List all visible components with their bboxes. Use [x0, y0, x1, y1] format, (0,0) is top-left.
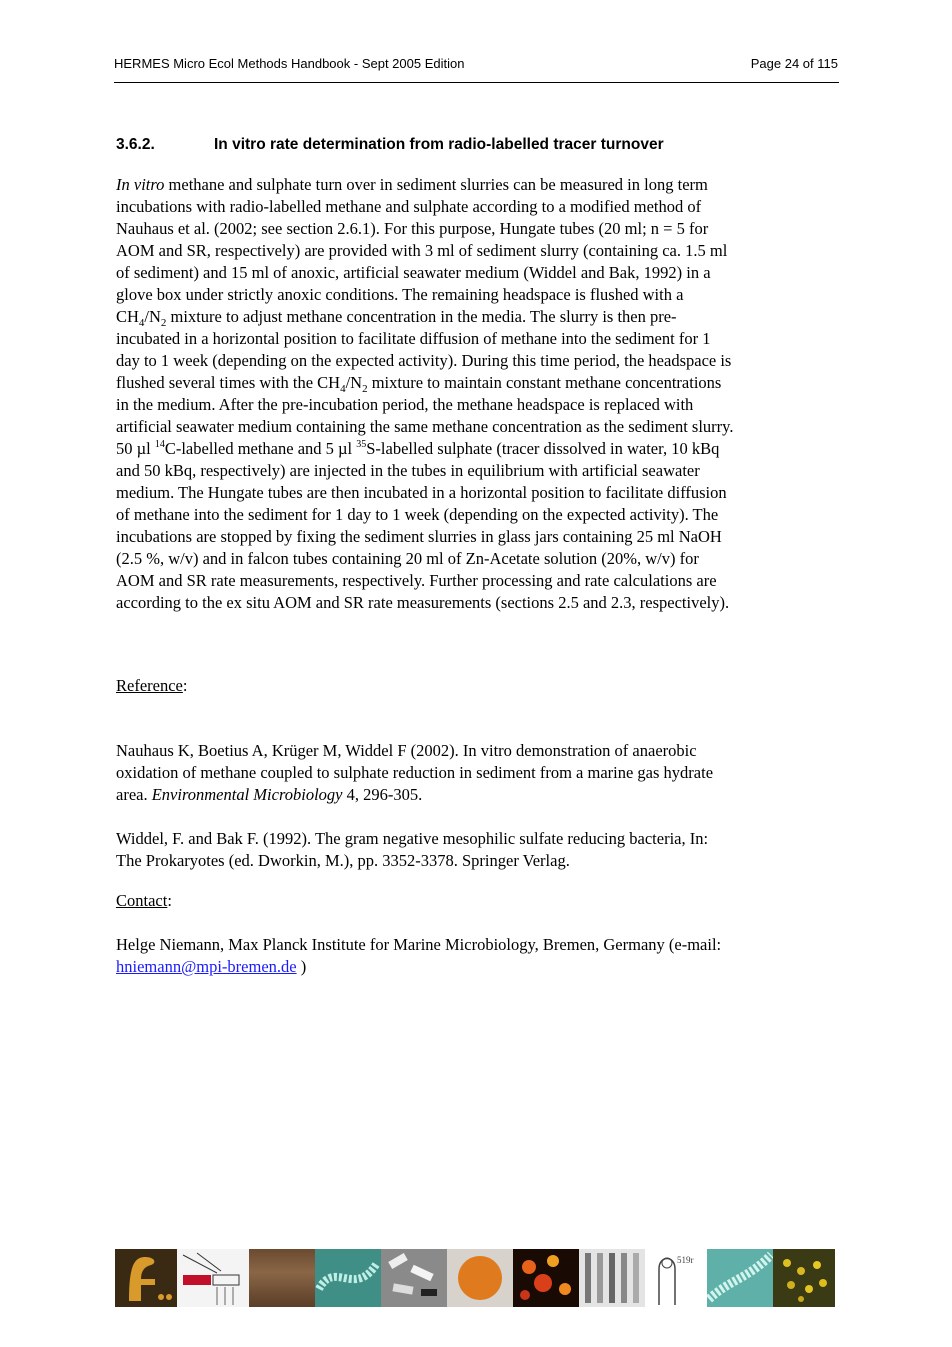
body-line: of methane into the sediment for 1 day to 1 week (depending on the expected activity). The	[116, 505, 719, 524]
gel-band-diagram-icon	[177, 1249, 249, 1307]
section-number: 3.6.2.	[116, 136, 155, 153]
contact-line: Helge Niemann, Max Planck Institute for Marine Microbiology, Bremen, Germany (e-mail:	[116, 935, 722, 954]
body-text: 50 µl	[116, 439, 155, 458]
body-line: and 50 kBq, respectively) are injected in the tubes in equilibrium with artificial seawater	[116, 461, 700, 480]
orange-sphere-micrograph-icon	[447, 1249, 513, 1307]
reference-text: area.	[116, 785, 152, 804]
body-line: medium. The Hungate tubes are then incubated in a horizontal position to facilitate diffusion	[116, 483, 727, 502]
body-line: glove box under strictly anoxic conditions. The remaining headspace is flushed with a	[116, 285, 684, 304]
body-text: /N	[144, 307, 161, 326]
section-heading	[116, 136, 664, 154]
body-line: AOM and SR rate measurements, respectively. Further processing and rate calculations are	[116, 571, 717, 590]
header-rule	[114, 82, 839, 83]
footer-image-strip	[115, 1249, 835, 1307]
journal-name: Environmental Microbiology	[151, 785, 343, 804]
rrna-structure-icon	[645, 1249, 707, 1307]
subscript: 2	[160, 317, 167, 329]
grayscale-cells-micrograph-icon	[381, 1249, 447, 1307]
reference-line: Widdel, F. and Bak F. (1992). The gram negative mesophilic sulfate reducing bacteria, In:	[116, 829, 709, 848]
rrna-label: 519r	[677, 1255, 694, 1265]
yellow-dots-micrograph-icon	[773, 1249, 835, 1307]
body-line: in the medium. After the pre-incubation period, the methane headspace is replaced with	[116, 395, 694, 414]
amber-organism-graphic	[115, 1249, 177, 1307]
body-text: S-labelled sulphate (tracer dissolved in water, 10 kBq	[366, 439, 720, 458]
superscript: 35	[356, 439, 367, 450]
reference-text: 4, 296-305.	[342, 785, 423, 804]
dots-graphic	[773, 1249, 835, 1307]
sphere-graphic	[447, 1249, 513, 1307]
reference-line: Nauhaus K, Boetius A, Krüger M, Widdel F (2002). In vitro demonstration of anaerobic	[116, 741, 697, 760]
body-text: mixture to adjust methane concentration in the media. The slurry is then pre-	[166, 307, 677, 326]
body-text: /N	[345, 373, 363, 392]
body-line: artificial seawater medium containing the same methane concentration as the sediment slurry.	[116, 417, 734, 436]
gel-band-graphic	[177, 1249, 249, 1307]
reference-colon: :	[182, 676, 188, 695]
contact-info	[116, 934, 846, 978]
green-filament-micrograph-icon-2	[707, 1249, 773, 1307]
body-line: AOM and SR, respectively) are provided with 3 ml of sediment slurry (containing ca. 1.5 ml	[116, 241, 728, 260]
filament-graphic-2	[707, 1249, 773, 1307]
subscript: 4	[138, 317, 145, 329]
reference-heading	[116, 676, 187, 696]
sediment-core-photo-icon	[249, 1249, 315, 1307]
body-line: incubated in a horizontal position to facilitate diffusion of methane into the sediment for 1	[116, 329, 711, 348]
fluorescent-aggregate-micrograph-icon	[513, 1249, 579, 1307]
body-line: (2.5 %, w/v) and in falcon tubes containing 20 ml of Zn-Acetate solution (20%, w/v) for	[116, 549, 699, 568]
body-line: incubations are stopped by fixing the sediment slurries in glass jars containing 25 ml NaOH	[116, 527, 722, 546]
reference-line: oxidation of methane coupled to sulphate reduction in sediment from a marine gas hydrate	[116, 763, 714, 782]
contact-label: Contact	[116, 891, 168, 910]
body-line: Nauhaus et al. (2002; see section 2.6.1). For this purpose, Hungate tubes (20 ml; n = 5 for	[116, 219, 709, 238]
body-paragraph	[116, 174, 846, 614]
green-filament-micrograph-icon	[315, 1249, 381, 1307]
body-text: flushed several times with the CH	[116, 373, 341, 392]
reference-line: The Prokaryotes (ed. Dworkin, M.), pp. 3352-3378. Springer Verlag.	[116, 851, 570, 870]
subscript: 4	[340, 383, 346, 395]
cells-graphic	[381, 1249, 447, 1307]
body-italic: In vitro	[116, 175, 165, 194]
header-title: HERMES Micro Ecol Methods Handbook - Sept 2005 Edition	[114, 56, 465, 71]
body-text: C-labelled methane and 5 µl	[164, 439, 357, 458]
rrna-graphic	[645, 1249, 707, 1307]
body-text: mixture to maintain constant methane concentrations	[367, 373, 722, 392]
contact-line	[116, 956, 846, 978]
aggregate-graphic	[513, 1249, 579, 1307]
body-line	[116, 306, 846, 328]
body-line: according to the ex situ AOM and SR rate measurements (sections 2.5 and 2.3, respectively).	[116, 593, 730, 612]
contact-text: )	[296, 957, 307, 976]
body-line	[116, 174, 846, 196]
page-header	[114, 56, 838, 71]
reference-nauhaus	[116, 740, 846, 806]
reference-label: Reference	[116, 676, 183, 695]
reference-line	[116, 784, 846, 806]
body-line: incubations with radio-labelled methane and sulphate according to a modified method of	[116, 197, 702, 216]
section-title: In vitro rate determination from radio-labelled tracer turnover	[214, 136, 664, 153]
subscript: 2	[362, 383, 368, 395]
page-number: Page 24 of 115	[750, 56, 838, 71]
body-line	[116, 372, 846, 394]
email-link[interactable]: hniemann@mpi-bremen.de	[116, 957, 297, 976]
body-text: CH	[116, 307, 139, 326]
filament-graphic	[315, 1249, 381, 1307]
body-line: of sediment) and 15 ml of anoxic, artificial seawater medium (Widdel and Bak, 1992) in a	[116, 263, 711, 282]
body-line: day to 1 week (depending on the expected activity). During this time period, the headspace is	[116, 351, 732, 370]
superscript: 14	[154, 439, 165, 450]
body-text: methane and sulphate turn over in sediment slurries can be measured in long term	[164, 175, 708, 194]
contact-colon: :	[167, 891, 172, 910]
reference-widdel	[116, 828, 846, 872]
amber-organism-icon	[115, 1249, 177, 1307]
body-line	[116, 438, 846, 460]
contact-heading	[116, 891, 172, 911]
gel-lanes-icon	[579, 1249, 645, 1307]
lanes-graphic	[579, 1249, 645, 1307]
